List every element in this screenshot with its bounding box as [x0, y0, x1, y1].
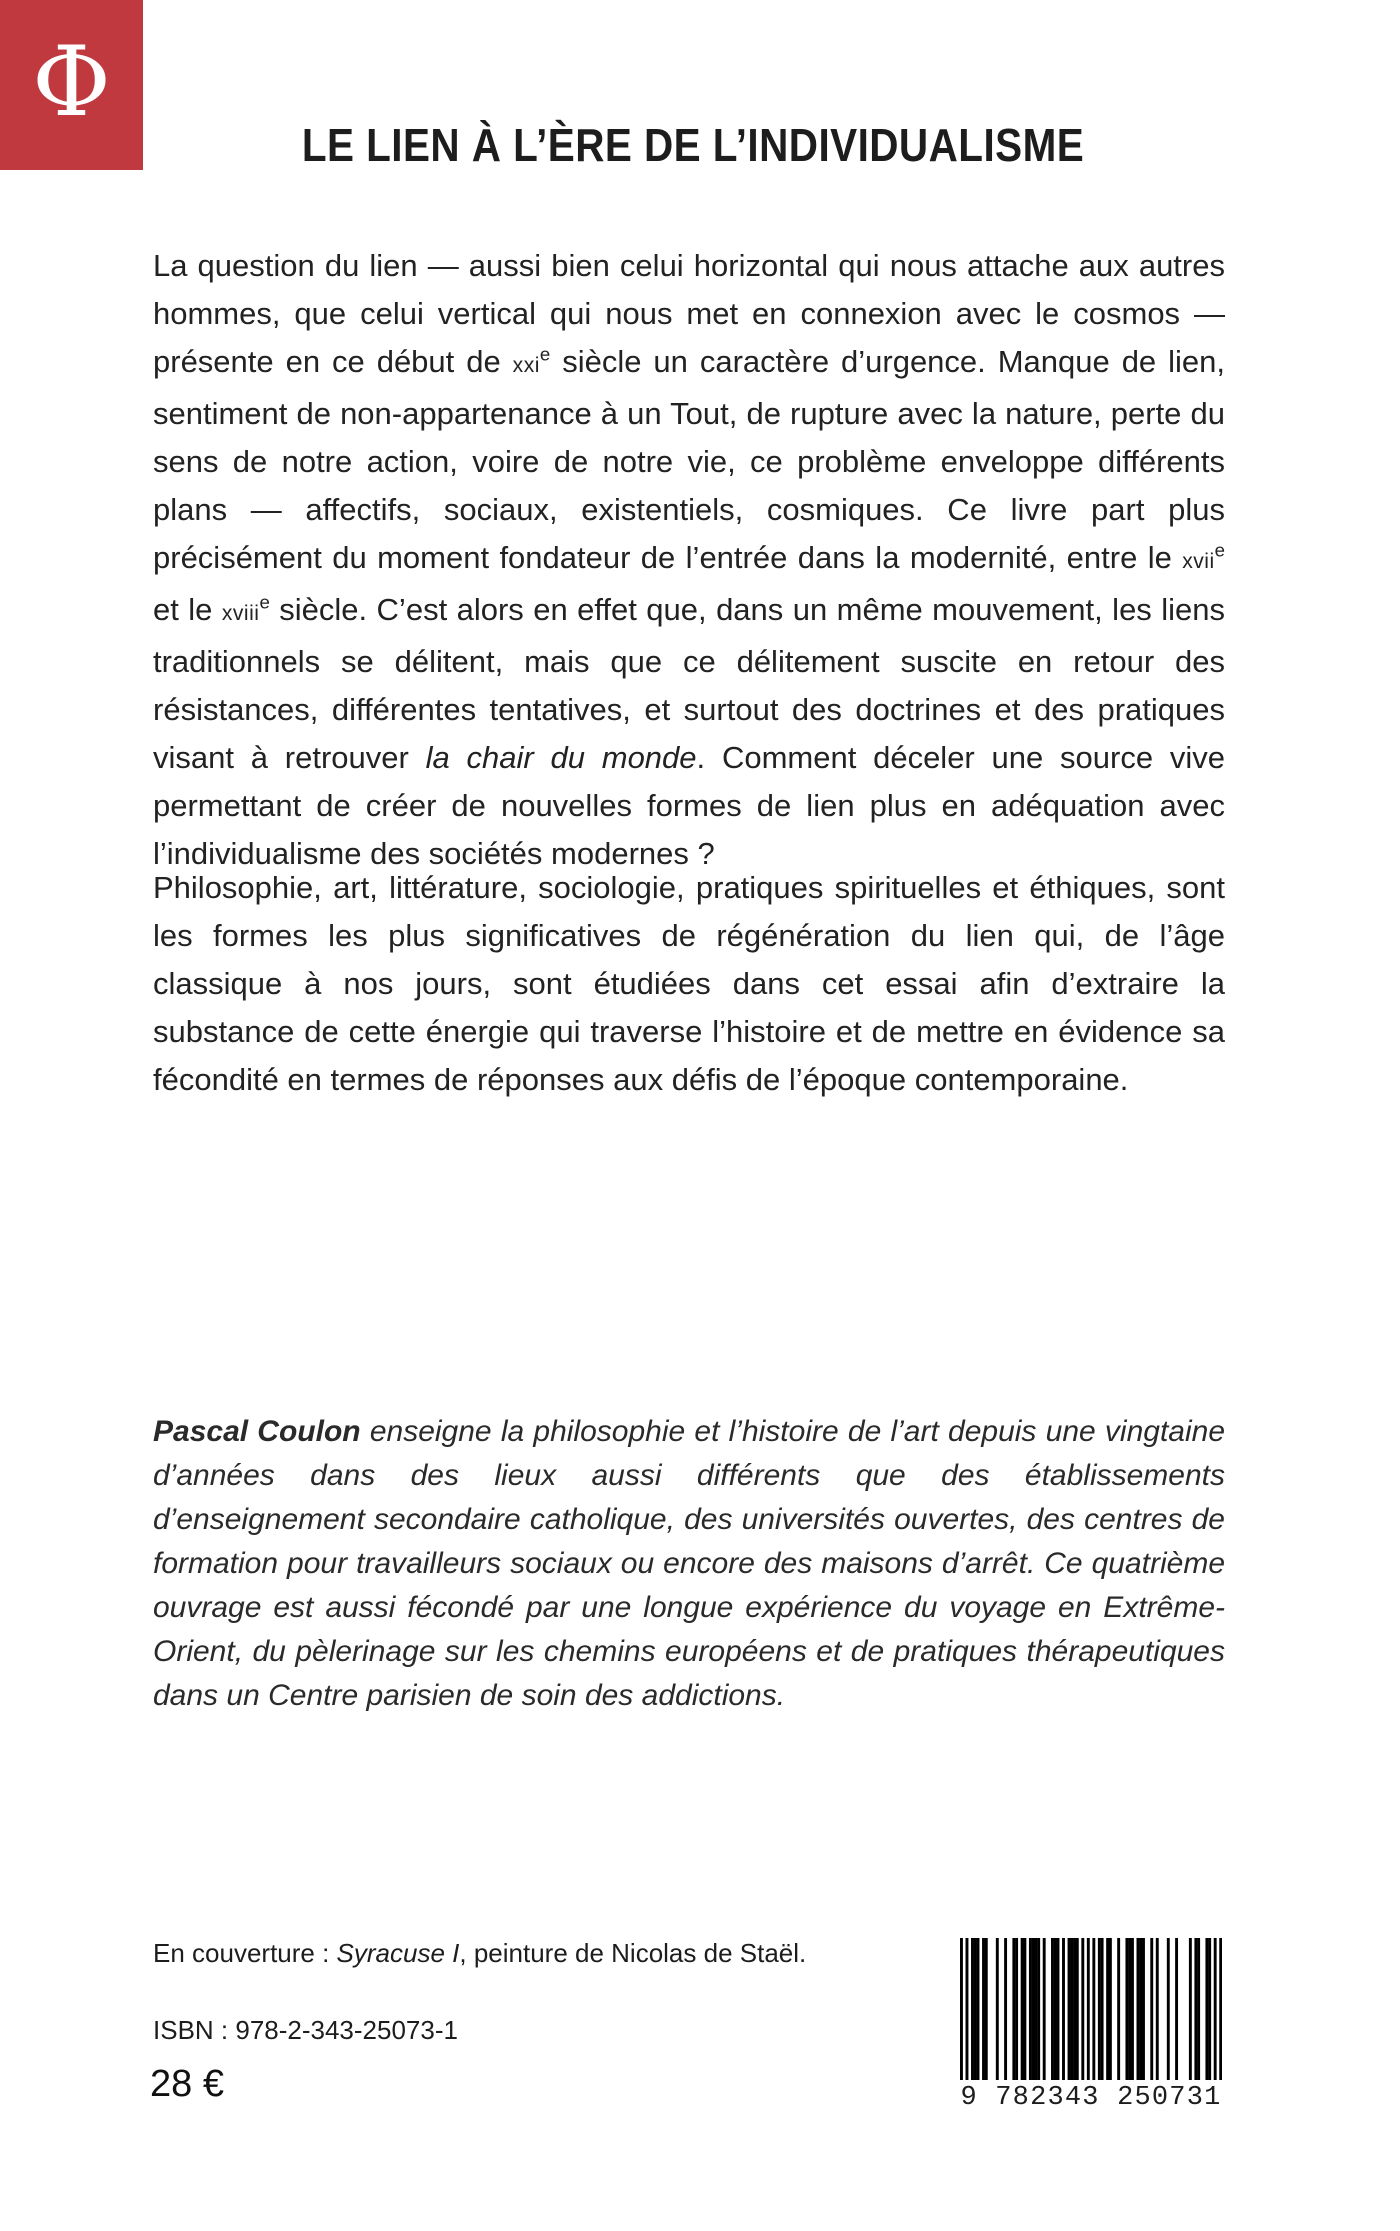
barcode-bar — [1106, 1938, 1109, 2080]
barcode-bar — [985, 1938, 988, 2080]
barcode-bar — [1037, 1938, 1040, 2080]
publisher-logo — [0, 0, 143, 170]
barcode-bar — [977, 1938, 980, 2080]
barcode-bar — [1205, 1938, 1208, 2080]
barcode-bar — [1208, 1938, 1211, 2080]
barcode-bar — [1142, 1938, 1145, 2080]
barcode-bar — [1023, 1938, 1026, 2080]
cover-credit: En couverture : Syracuse I, peinture de Nicolas de Staël. — [153, 1938, 807, 1968]
barcode-bar — [1076, 1938, 1079, 2080]
barcode-bar — [1051, 1938, 1054, 2080]
summary-paragraph-2: Philosophie, art, littérature, sociologie, pratiques spirituelles et éthiques, sont les formes les plus significatives de régénération du lien qui, de l’âge classique à nos jours, sont étudiées dans cet essai afin d’extraire la substance de cette énergie qui traverse l’histoire et de mettre en évidence sa fécondité en termes de réponses aux défis de l’époque contemporaine. — [153, 870, 1225, 1097]
barcode-bar — [1015, 1938, 1018, 2080]
barcode-bar — [1054, 1938, 1057, 2080]
barcode-bar — [1150, 1938, 1153, 2080]
barcode-digits: 9 782343 250731 — [960, 2080, 1222, 2116]
barcode-bar — [1004, 1938, 1007, 2080]
barcode-bar — [1109, 1938, 1112, 2080]
barcode-bar — [1068, 1938, 1071, 2080]
barcode-bar — [1197, 1938, 1200, 2080]
barcode-bar — [1194, 1938, 1197, 2080]
barcode-bar — [1131, 1938, 1134, 2080]
barcode-bar — [1167, 1938, 1170, 2080]
barcode-bar — [1156, 1938, 1159, 2080]
barcode-bar — [1012, 1938, 1015, 2080]
barcode-bar — [982, 1938, 985, 2080]
barcode-bar — [1117, 1938, 1120, 2080]
barcode-bar — [1125, 1938, 1128, 2080]
barcode-bar — [1081, 1938, 1084, 2080]
author-name: Pascal Coulon — [153, 1415, 361, 1448]
barcode-bar — [1139, 1938, 1142, 2080]
barcode-bar — [1101, 1938, 1104, 2080]
phi-logo-icon: Φ — [32, 26, 111, 138]
barcode-bar — [1137, 1938, 1140, 2080]
barcode-bar — [1021, 1938, 1024, 2080]
barcode-bar — [971, 1938, 974, 2080]
isbn: ISBN : 978-2-343-25073-1 — [153, 2015, 458, 2045]
barcode-bar — [1034, 1938, 1037, 2080]
barcode-bar — [996, 1938, 999, 2080]
price: 28 € — [150, 2063, 224, 2105]
barcode-bar — [1175, 1938, 1178, 2080]
artwork-title: Syracuse I — [336, 1938, 460, 1968]
barcode-bar — [1057, 1938, 1060, 2080]
author-bio: Pascal Coulon enseigne la philosophie et l’histoire de l’art depuis une vingtaine d’années dans des lieux aussi différents que des établissements d’enseignement secondaire catholique, des universités ouvertes, des centres de formation pour travailleurs sociaux ou encore des maisons d’arrêt. Ce quatrième ouvrage est aussi fécondé par une longue expérience du voyage en Extrême-Orient, du pèlerinage sur les chemins européens et de pratiques thérapeutiques dans un Centre parisien de soin des addictions. — [153, 1415, 1226, 1712]
barcode-bar — [1128, 1938, 1131, 2080]
barcode-bar — [1032, 1938, 1035, 2080]
barcode-bar — [1098, 1938, 1101, 2080]
barcode-bar — [1189, 1938, 1192, 2080]
barcode-bar — [1070, 1938, 1073, 2080]
barcode-bar — [1073, 1938, 1076, 2080]
summary-paragraph-1: La question du lien — aussi bien celui horizontal qui nous attache aux autres hommes, que celui vertical qui nous met en connexion avec le cosmos — présente en ce début de xxi$^e$ siècle un caractère d’urgence. Manque de lien, sentiment de non-appartenance à un Tout, de rupture avec la nature, perte du sens de notre action, voire de notre vie, ce problème enveloppe différents plans — affectifs, sociaux, existentiels, cosmiques. Ce livre part plus précisément du moment fondateur de l’entrée dans la modernité, entre le xvii$^e$ et le xviii$^e$ siècle. C’est alors en effet que, dans un même mouvement, les liens traditionnels se délitent, mais que ce délitement suscite en retour des résistances, différentes tentatives, et surtout des doctrines et des pratiques visant à retrouver la chair du monde. Comment déceler une source vive permettant de créer de nouvelles formes de lien plus en adéquation avec l’individualisme des sociétés modernes ? — [153, 248, 1225, 871]
barcode-bar — [1043, 1938, 1046, 2080]
barcode-bar — [1029, 1938, 1032, 2080]
barcode-bar — [974, 1938, 977, 2080]
barcode-bar — [1062, 1938, 1065, 2080]
book-title: LE LIEN À L’ÈRE DE L’INDIVIDUALISME — [301, 119, 1085, 171]
